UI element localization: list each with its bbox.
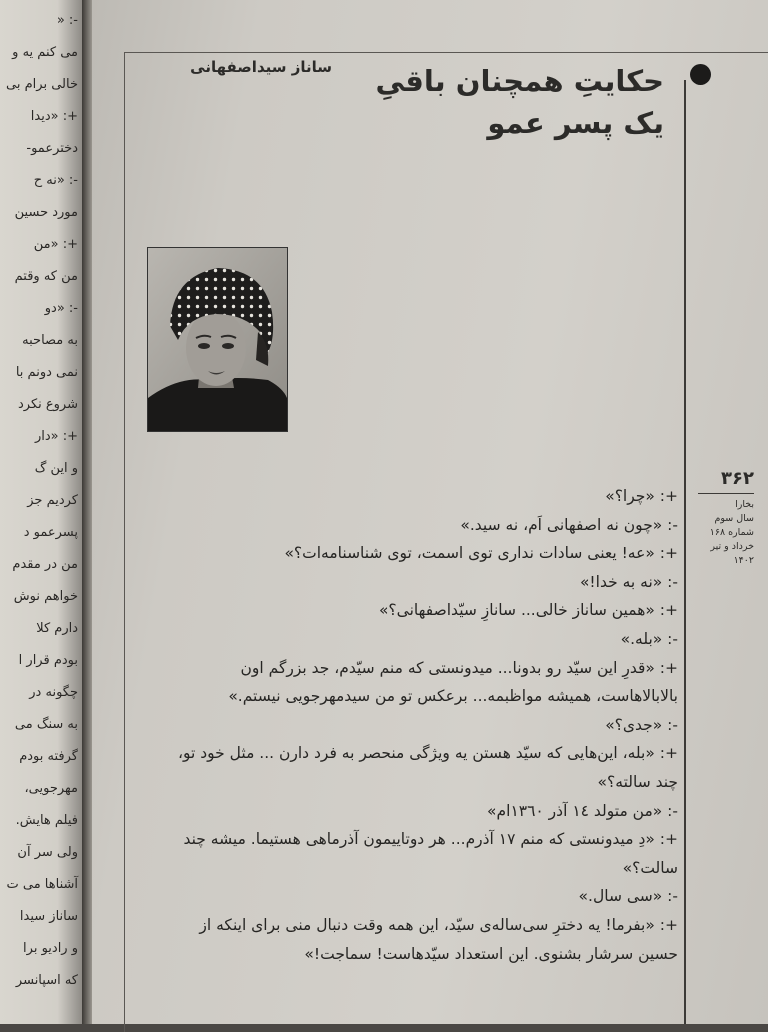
previous-page-line: و رادیو برا <box>23 941 78 956</box>
magazine-name: بخارا <box>735 499 754 510</box>
previous-page-line: خالی برام بی <box>6 77 78 92</box>
dialogue-line: +: «بله، این‌هایی که سیّد هستن یه ویژگی منحصر به فرد دارن ... مثل خود تو، چند سالته؟» <box>177 744 678 791</box>
issue-info-divider <box>698 493 754 494</box>
previous-page-line: +: «دار <box>34 429 78 444</box>
frame-top-rule <box>124 52 768 53</box>
previous-page-line: فیلم هایش. <box>15 813 78 828</box>
volume-year: سال سوم <box>714 513 754 524</box>
previous-page-line: که اسپانسر <box>15 973 78 988</box>
dialogue-line: +: «قدرِ این سیّد رو بدونا... میدونستی که منم سیّدم، جد بزرگم اون بالابالاهاست، همیشه مواظبمه... برعکس تو من سیدمهرجویی نیستم.» <box>228 658 678 706</box>
dialogue-line: -: «نه به خدا!» <box>579 572 678 591</box>
dialogue-line: +: «همین ساناز خالی... سانازِ سیّداصفهانی؟» <box>378 601 678 620</box>
title-bullet-icon <box>690 64 711 85</box>
previous-page-line: من که وقتم <box>14 269 78 284</box>
dialogue-line: -: «سی سال.» <box>578 887 678 906</box>
dialogue-body <box>156 482 688 968</box>
previous-page <box>0 0 82 1024</box>
previous-page-line: بودم قرار ا <box>18 653 78 668</box>
issue-number: شماره ۱۶۸ <box>709 527 754 538</box>
previous-page-line: نمی دونم با <box>15 365 78 380</box>
previous-page-line: شروع نکرد <box>18 397 78 412</box>
article-title <box>324 60 664 144</box>
book-gutter <box>82 0 92 1024</box>
issue-months: خرداد و تیر <box>710 541 754 552</box>
author-portrait-image <box>148 248 287 431</box>
previous-page-line: مورد حسین <box>14 205 78 220</box>
previous-page-line: -: «نه ح <box>33 173 78 188</box>
previous-page-line: گرفته بودم <box>19 749 78 764</box>
dialogue-line: -: «بله.» <box>620 629 678 648</box>
previous-page-line: مهرجویی، <box>24 781 78 796</box>
issue-year: ۱۴۰۲ <box>733 555 754 566</box>
previous-page-line: -: «دو <box>44 301 78 316</box>
dialogue-line: -: «چون نه اصفهانی اَم، نه سید.» <box>460 515 678 534</box>
previous-page-line: پسرعمو د <box>23 525 78 540</box>
previous-page-line: +: «دیدا <box>30 109 78 124</box>
article-title-line-1: حکایتِ همچنان باقیِ <box>375 64 664 98</box>
dialogue-line: +: «بفرما! یه دخترِ سی‌ساله‌ی سیّد، این همه وقت دنبال منی برای اینکه از حسین سرشار بشنوی. این استعداد سیّدهاست! سماجت!» <box>199 915 678 963</box>
previous-page-line: دخترعمو- <box>26 141 78 156</box>
dialogue-line: +: «چرا؟» <box>605 487 678 505</box>
frame-left-rule <box>124 52 125 1032</box>
article-page <box>92 0 768 1024</box>
previous-page-line: +: «من <box>33 237 78 252</box>
dialogue-line: +: «دِ میدونستی که منم ١٧ آذرم... هر دوتاییمون آذرماهی هستیما. میشه چند سالت؟» <box>183 830 678 877</box>
previous-page-line: من در مقدم <box>12 557 78 572</box>
previous-page-line: به مصاحبه <box>22 333 78 348</box>
previous-page-line: خواهم نوش <box>13 589 78 604</box>
author-name: ساناز سیداصفهانی <box>190 58 332 76</box>
previous-page-line: ساناز سیدا <box>19 909 78 924</box>
previous-page-line: می کنم یه و <box>12 45 78 60</box>
previous-page-line: و این گ <box>34 461 78 476</box>
previous-page-line: چگونه در <box>29 685 78 700</box>
dialogue-line: +: «عه! یعنی سادات نداری توی اسمت، توی شناسنامه‌ات؟» <box>284 544 678 563</box>
page-number: ۳۶۲ <box>721 468 754 489</box>
author-photo <box>147 247 288 432</box>
previous-page-line: ولی سر آن <box>17 845 78 860</box>
previous-page-line: -: « <box>56 13 78 28</box>
previous-page-line: کردیم جز <box>27 493 78 508</box>
article-title-line-2: یک پسر عمو <box>487 106 664 140</box>
dialogue-line: -: «جدی؟» <box>605 715 678 734</box>
previous-page-line: به سنگ می <box>14 717 78 732</box>
previous-page-line: دارم کلا <box>36 621 78 636</box>
issue-info <box>698 468 754 568</box>
previous-page-line: آشناها می ت <box>6 877 78 892</box>
dialogue-line: -: «من متولد ١٤ آذر ١٣٦٠ام» <box>487 801 678 820</box>
